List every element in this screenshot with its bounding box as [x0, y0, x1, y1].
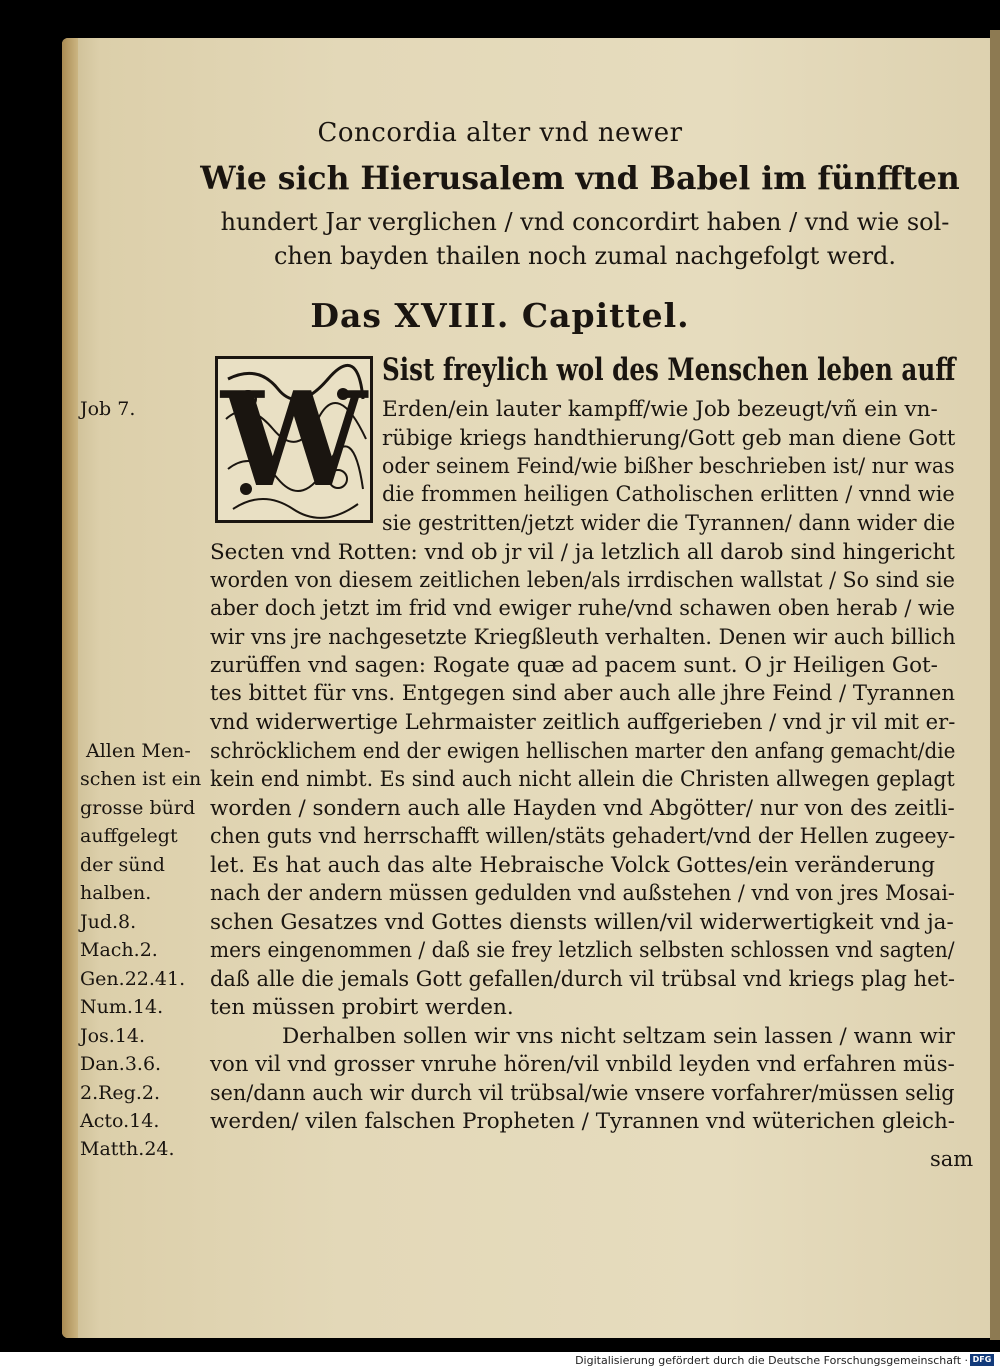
margin-note: Acto.14. — [80, 1110, 160, 1132]
margin-note: 2.Reg.2. — [80, 1082, 161, 1104]
body-line: let. Es hat auch das alte Hebraische Volck Gottes/ein veränderung — [210, 853, 936, 878]
body-line: mers eingenommen / daß sie frey letzlich selbsten schlossen vnd sagten/ — [210, 938, 955, 963]
book-cover-edge — [990, 30, 1000, 1340]
decorated-initial — [215, 356, 373, 523]
body-line: chen guts vnd herrschafft willen/stäts gehadert/vnd der Hellen zugeey- — [210, 824, 956, 849]
margin-note: Dan.3.6. — [80, 1053, 162, 1075]
margin-note: Mach.2. — [80, 939, 158, 961]
body-line: kein end nimbt. Es sind auch nicht allein die Christen allwegen geplagt — [210, 767, 955, 792]
margin-note: Jud.8. — [80, 911, 137, 933]
body-line: werden/ vilen falschen Propheten / Tyrannen vnd wüterichen gleich- — [210, 1109, 955, 1134]
margin-note: Job 7. — [80, 398, 136, 420]
body-line: nach der andern müssen gedulden vnd außstehen / vnd von jres Mosai- — [210, 881, 955, 906]
body-line: ten müssen probirt werden. — [210, 995, 514, 1020]
chapter-subheading — [210, 205, 960, 273]
body-line: Derhalben sollen wir vns nicht seltzam sein lassen / wann wir — [282, 1024, 955, 1049]
body-line: Erden/ein lauter kampff/wie Job bezeugt/vñ ein vn- — [382, 397, 938, 422]
subheading-line: hundert Jar verglichen / vnd concordirt haben / vnd wie sol- — [220, 208, 950, 236]
body-line: zurüffen vnd sagen: Rogate quæ ad pacem sunt. O jr Heiligen Got- — [210, 653, 938, 678]
margin-note: Gen.22.41. — [80, 968, 186, 990]
body-line: wir vns jre nachgesetzte Kriegßleuth verhalten. Denen wir auch billich — [210, 625, 956, 650]
body-line: aber doch jetzt im frid vnd ewiger ruhe/vnd schawen oben herab / wie — [210, 596, 955, 621]
body-line: daß alle die jemals Gott gefallen/durch vil trübsal vnd kriegs plag het- — [210, 967, 955, 992]
body-line: vnd widerwertige Lehrmaister zeitlich auffgerieben / vnd jr vil mit er- — [210, 710, 956, 735]
margin-note: halben. — [80, 882, 152, 904]
margin-note: der sünd — [80, 854, 165, 876]
margin-note: auffgelegt — [80, 825, 178, 847]
margin-note: Jos.14. — [80, 1025, 146, 1047]
margin-note: Allen Men- — [86, 740, 191, 762]
body-line: worden / sondern auch alle Hayden vnd Abgötter/ nur von des zeitli- — [210, 796, 955, 821]
subheading-line: chen bayden thailen noch zumal nachgefolgt werd. — [273, 242, 897, 270]
chapter-number: Das XVIII. Capittel. — [310, 296, 690, 335]
margin-note: schen ist ein — [80, 768, 202, 790]
body-line: Secten vnd Rotten: vnd ob jr vil / ja letzlich all darob sind hingericht — [210, 540, 955, 565]
initial-letter: W — [221, 363, 367, 516]
body-line: rübige kriegs handthierung/Gott geb man diene Gott — [382, 426, 956, 451]
body-line: oder seinem Feind/wie bißher beschrieben ist/ nur was — [382, 454, 955, 479]
body-line: von vil vnd grosser vnruhe hören/vil vnbild leyden vnd erfahren müs- — [210, 1052, 955, 1077]
body-line: sie gestritten/jetzt wider die Tyrannen/ dann wider die — [382, 511, 956, 536]
body-line: sen/dann auch wir durch vil trübsal/wie vnsere vorfahrer/müssen selig — [210, 1081, 955, 1106]
funding-notice: Digitalisierung gefördert durch die Deutsche Forschungsgemeinschaft · — [575, 1354, 968, 1367]
body-line: tes bittet für vns. Entgegen sind aber auch alle jhre Feind / Tyrannen — [210, 681, 956, 706]
running-head: Concordia alter vnd newer — [317, 118, 683, 148]
body-line: die frommen heiligen Catholischen erlitten / vnnd wie — [382, 482, 955, 507]
chapter-heading: Wie sich Hierusalem vnd Babel im fünfften — [200, 160, 960, 197]
dfg-logo: DFG — [970, 1354, 994, 1366]
margin-note: Num.14. — [80, 996, 164, 1018]
catchword: sam — [930, 1147, 974, 1171]
page-gutter-edge — [62, 38, 78, 1338]
body-line: Sist freylich wol des Menschen leben auff — [382, 352, 956, 388]
body-line: schröcklichem end der ewigen hellischen marter den anfang gemacht/die — [210, 739, 956, 764]
body-line: schen Gesatzes vnd Gottes diensts willen/vil widerwertigkeit vnd ja- — [210, 910, 954, 935]
margin-note: grosse bürd — [80, 797, 196, 819]
body-line: worden von diesem zeitlichen leben/als irrdischen wallstat / So sind sie — [210, 568, 955, 593]
margin-note: Matth.24. — [80, 1138, 175, 1160]
